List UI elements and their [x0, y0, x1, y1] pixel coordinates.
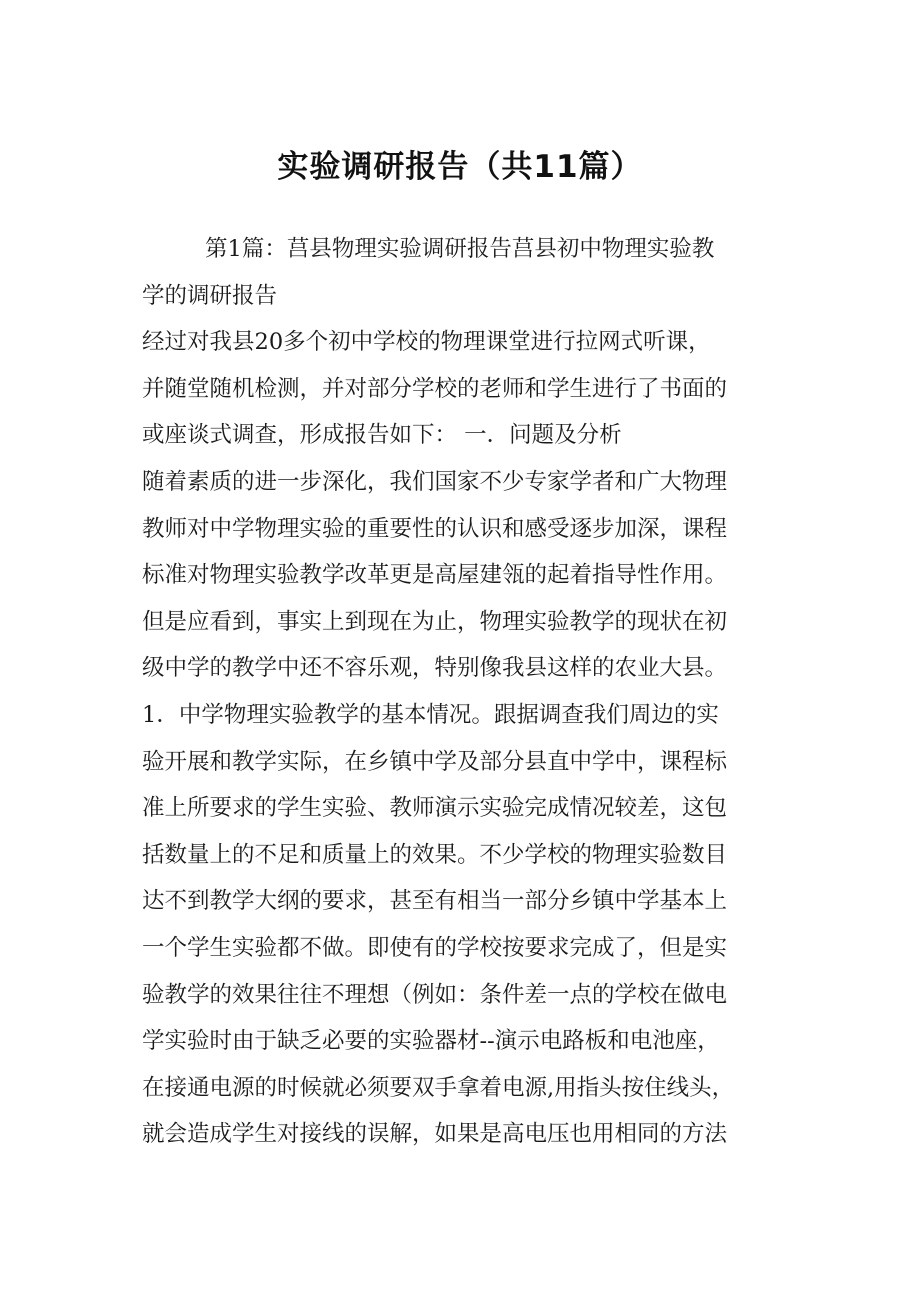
text-line: 级中学的教学中还不容乐观，特别像我县这样的农业大县。: [142, 655, 728, 682]
text-line: 1．中学物理实验教学的基本情况。跟据调查我们周边的实: [142, 701, 719, 728]
text-line: 随着素质的进一步深化，我们国家不少专家学者和广大物理: [142, 468, 728, 495]
text-line: 验教学的效果往往不理想（例如：条件差一点的学校在做电: [142, 981, 728, 1008]
text-line: 并随堂随机检测，并对部分学校的老师和学生进行了书面的: [142, 375, 728, 402]
text-line: 第1篇：莒县物理实验调研报告莒县初中物理实验教: [205, 236, 715, 262]
text-line: 就会造成学生对接线的误解，如果是高电压也用相同的方法: [142, 1121, 728, 1148]
text-line: 标准对物理实验教学改革更是高屋建瓴的起着指导性作用。: [142, 562, 728, 589]
text-line: 括数量上的不足和质量上的效果。不少学校的物理实验数目: [142, 841, 728, 868]
document-body: [142, 226, 802, 1158]
text-line: 学的调研报告: [142, 282, 278, 309]
text-line: 验开展和教学实际，在乡镇中学及部分县直中学中，课程标: [142, 748, 728, 775]
text-line: 达不到教学大纲的要求，甚至有相当一部分乡镇中学基本上: [142, 888, 728, 915]
text-line: 经过对我县20多个初中学校的物理课堂进行拉网式听课，: [142, 329, 711, 356]
page-title: 实验调研报告（共11篇）: [277, 149, 643, 185]
text-line: 教师对中学物理实验的重要性的认识和感受逐步加深，课程: [142, 515, 728, 542]
text-line: 在接通电源的时候就必须要双手拿着电源,用指头按住线头，: [142, 1074, 735, 1101]
text-line: 准上所要求的学生实验、教师演示实验完成情况较差，这包: [142, 795, 728, 822]
text-line: 但是应看到，事实上到现在为止，物理实验教学的现状在初: [142, 608, 728, 635]
text-line: 或座谈式调查，形成报告如下： 一．问题及分析: [142, 422, 622, 449]
text-line: 一个学生实验都不做。即使有的学校按要求完成了，但是实: [142, 934, 728, 961]
text-line: 学实验时由于缺乏必要的实验器材--演示电路板和电池座，: [142, 1028, 720, 1055]
